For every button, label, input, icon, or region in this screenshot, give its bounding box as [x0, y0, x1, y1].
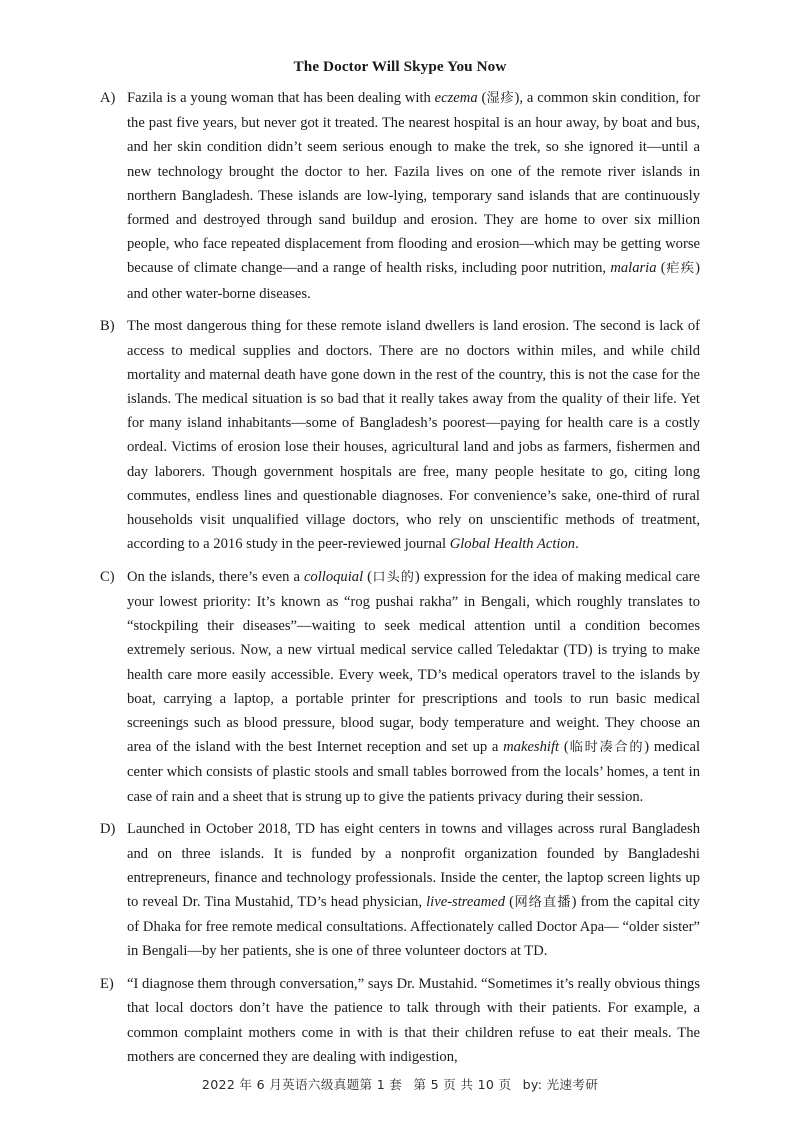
paragraph-text	[127, 314, 700, 556]
text-run: (	[477, 90, 487, 106]
paragraph	[100, 314, 700, 556]
chinese-gloss: 湿疹	[486, 91, 515, 106]
text-run: On the islands, there’s even a	[127, 568, 304, 585]
paragraph	[100, 565, 700, 809]
paragraph-label: E)	[100, 976, 114, 993]
page-title: The Doctor Will Skype You Now	[293, 58, 507, 75]
text-run: ) from the capital city of Dhaka for free remote medical consultations. Affectionately called Doctor Apa— “older sister” in Bengali—by her patients, she is one of three volunteer doctors at TD.	[127, 894, 700, 960]
paragraph-label: D)	[100, 821, 116, 838]
glossed-term: eczema	[434, 90, 478, 106]
text-run: .	[575, 536, 579, 553]
text-run: ), a common skin condition, for the past five years, but never got it treated. The nearest hospital is an hour away, by boat and bus, and her skin condition didn’t seem serious enough to make the trek, so she ignored it—until a new technology brought the doctor to her. Fazila lives on one of the remote river islands in northern Bangladesh. These islands are low-lying, temporary sand islands that are continuously formed and destroyed through sand buildup and erosion. They are home to over six million people, who face repeated displacement from flooding and erosion—which may be getting worse because of climate change—and a range of health risks, including poor nutrition,	[127, 90, 701, 277]
text-run: ) expression for the idea of making medical care your lowest priority: It’s known as “rog pushai rakha” in Bengali, which roughly translates to “stockpiling their diseases”—waiting to seek medical attention until a condition becomes extremely serious. Now, a new virtual medical service called Teledaktar (TD) is trying to make health care more easily accessible. Every week, TD’s medical operators travel to the islands by boat, carrying a laptop, a portable printer for prescriptions and tools to run basic medical screenings such as blood pressure, blood sugar, body temperature and weight. They choose an area of the island with the best Internet reception and set up a	[127, 568, 700, 756]
chinese-gloss: 口头的	[372, 569, 415, 585]
paragraph	[100, 86, 700, 306]
text-run: ) medical center which consists of plastic stools and small tables borrowed from the locals’ homes, a tent in case of rain and a sheet that is strung up to give the patients privacy during their session.	[127, 739, 701, 805]
article-body	[100, 86, 700, 1077]
paragraph-text	[127, 972, 700, 1069]
paragraph	[100, 817, 700, 963]
text-run: (	[505, 894, 515, 910]
footer-page-label: 第 5 页 共 10 页	[413, 1077, 512, 1092]
text-run: Fazila is a young woman that has been dealing with	[127, 90, 435, 106]
text-run: (	[559, 739, 569, 756]
footer-exam-info: 2022 年 6 月英语六级真题第 1 套	[201, 1077, 403, 1092]
text-run: Launched in October 2018, TD has eight centers in towns and villages across rural Bangladesh and on three islands. It is funded by a nonprofit organization founded by Bangladeshi entrepreneurs, finance and technology professionals. Inside the center, the laptop screen lights up to reveal Dr. Tina Mustahid, TD’s head physician,	[127, 821, 700, 910]
paragraph-text	[127, 565, 700, 809]
text-run: (	[656, 260, 666, 277]
chinese-gloss: 网络直播	[514, 895, 572, 910]
paragraph-text	[127, 86, 700, 306]
chinese-gloss: 疟疾	[665, 261, 696, 277]
page-footer	[0, 1074, 800, 1093]
chinese-gloss: 临时凑合的	[568, 740, 645, 756]
text-run: The most dangerous thing for these remote island dwellers is land erosion. The second is lack of access to medical supplies and doctors. There are no doctors within miles, and while child mortality and maternal death have gone down in the rest of the country, this is not the case for the islands. The medical situation is so bad that it really takes away from the quality of their life. Yet for many island inhabitants—some of Bangladesh’s poorest—paying for health care is a costly ordeal. Victims of erosion lose their houses, agricultural land and jobs as farmers, fishermen and day laborers. Though government hospitals are free, many people hesitate to go, citing long commutes, endless lines and questionable diagnoses. For convenience’s sake, one-third of rural households visit unqualified village doctors, who rely on unscientific methods of treatment, according to a 2016 study in the peer-reviewed journal	[127, 318, 700, 553]
paragraph	[100, 972, 700, 1069]
text-run: (	[363, 568, 373, 585]
text-run: ) and other water-borne diseases.	[127, 260, 701, 302]
paragraph-text	[127, 817, 700, 963]
glossed-term: makeshift	[503, 739, 560, 756]
paragraph-label: C)	[100, 568, 115, 585]
footer-credit: by: 光速考研	[522, 1077, 599, 1092]
paragraph-label: B)	[100, 318, 115, 335]
glossed-term: Global Health Action	[449, 536, 576, 553]
text-run: “I diagnose them through conversation,” says Dr. Mustahid. “Sometimes it’s really obvious things that local doctors don’t have the patience to talk through with their patients. For example, a common complaint mothers come in with is that their children refuse to eat their meals. The mothers are concerned they are dealing with indigestion,	[127, 976, 700, 1065]
glossed-term: live-streamed	[426, 894, 506, 910]
glossed-term: colloquial	[303, 568, 364, 585]
paragraph-label: A)	[100, 90, 116, 106]
glossed-term: malaria	[610, 260, 657, 277]
